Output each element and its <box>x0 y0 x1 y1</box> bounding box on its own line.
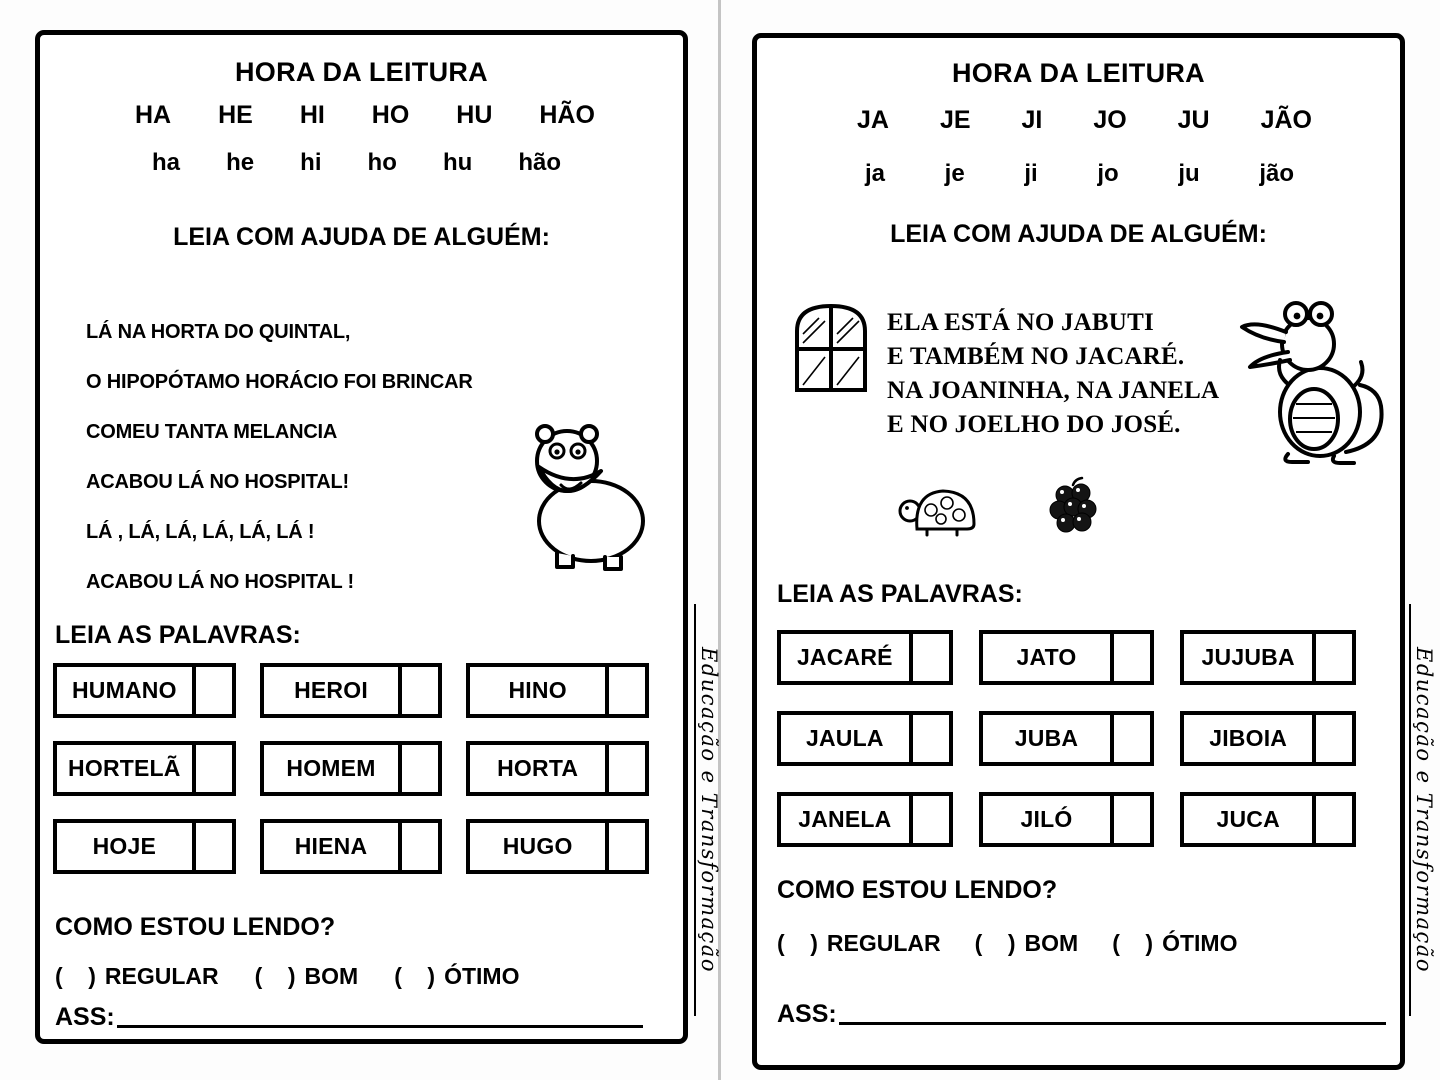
word-box <box>260 819 443 874</box>
word-label: JUBA <box>1014 725 1079 751</box>
poem-line: LÁ , LÁ, LÁ, LÁ, LÁ, LÁ ! <box>86 521 315 543</box>
word-label: JAULA <box>805 725 884 751</box>
poem-text <box>887 306 1219 442</box>
word-box <box>466 819 649 874</box>
poem-line: COMEU TANTA MELANCIA <box>86 421 338 443</box>
word-label: HORTA <box>497 755 579 781</box>
word-box <box>53 663 236 718</box>
syllable: hão <box>518 149 561 176</box>
word-label: HINO <box>508 677 567 703</box>
word-label: HOJE <box>92 833 157 859</box>
berries-illustration <box>1049 476 1097 534</box>
poem-line: LÁ NA HORTA DO QUINTAL, <box>86 321 351 343</box>
rating-option <box>1112 930 1237 957</box>
poem-line: NA JOANINHA, NA JANELA <box>887 377 1220 404</box>
syllable: jão <box>1259 160 1294 187</box>
syllable: HÃO <box>539 101 595 129</box>
rating-checkbox: ( ) <box>254 963 296 989</box>
word-box <box>979 711 1155 766</box>
word-checkbox <box>605 745 645 792</box>
word-box <box>1180 630 1356 685</box>
rating-option <box>55 963 219 990</box>
word-box <box>979 630 1155 685</box>
word-checkbox <box>192 745 232 792</box>
signature-label: ASS: <box>55 1003 115 1031</box>
rating-label: REGULAR <box>826 930 941 956</box>
reading-question: COMO ESTOU LENDO? <box>777 876 1058 904</box>
syllable: hi <box>300 149 322 176</box>
syllable: JO <box>1093 106 1127 134</box>
read-with-help-heading: LEIA COM AJUDA DE ALGUÉM: <box>173 223 550 251</box>
syllable: ja <box>865 160 886 187</box>
word-box <box>260 741 443 796</box>
syllable: jo <box>1097 160 1119 187</box>
crocodile-illustration <box>1230 292 1388 467</box>
word-checkbox <box>1110 715 1150 762</box>
word-checkbox <box>1312 715 1352 762</box>
word-label: JANELA <box>798 806 892 832</box>
read-words-heading: LEIA AS PALAVRAS: <box>55 621 301 649</box>
rating-options <box>55 963 519 990</box>
syllable: hu <box>442 149 473 176</box>
signature-line <box>839 1022 1386 1025</box>
syllable-row-uppercase <box>135 101 595 130</box>
word-label: HORTELÃ <box>68 755 181 781</box>
poem-line: E NO JOELHO DO JOSÉ. <box>887 411 1181 438</box>
read-words-heading: LEIA AS PALAVRAS: <box>777 580 1023 608</box>
word-box <box>53 741 236 796</box>
word-checkbox <box>398 745 438 792</box>
word-grid <box>777 630 1356 847</box>
word-checkbox <box>398 823 438 870</box>
word-label: HUMANO <box>71 677 177 703</box>
syllable: he <box>226 149 255 176</box>
syllable: HE <box>218 101 253 129</box>
window-illustration <box>790 298 872 394</box>
rating-checkbox: ( ) <box>974 930 1016 956</box>
word-checkbox <box>909 715 949 762</box>
word-checkbox <box>1312 634 1352 681</box>
poem-text <box>86 307 473 607</box>
syllable-row-lowercase <box>152 149 561 177</box>
rating-option <box>394 963 519 990</box>
rating-option <box>255 963 359 990</box>
rating-label: ÓTIMO <box>444 963 520 989</box>
signature-row <box>55 1003 643 1032</box>
reading-question: COMO ESTOU LENDO? <box>55 913 336 941</box>
word-label: HUGO <box>502 833 573 859</box>
syllable: je <box>944 160 965 187</box>
read-with-help-heading: LEIA COM AJUDA DE ALGUÉM: <box>890 220 1267 248</box>
word-label: HOMEM <box>286 755 376 781</box>
word-box <box>777 711 953 766</box>
syllable: HU <box>456 101 493 129</box>
page-title: HORA DA LEITURA <box>235 57 488 87</box>
rating-label: BOM <box>1024 930 1079 956</box>
rating-option <box>975 930 1079 957</box>
signature-label: ASS: <box>777 1000 837 1028</box>
signature-row <box>777 1000 1386 1029</box>
rating-label: ÓTIMO <box>1162 930 1238 956</box>
word-checkbox <box>192 667 232 714</box>
rating-option <box>777 930 941 957</box>
word-box <box>777 630 953 685</box>
syllable: JE <box>939 106 971 134</box>
word-box <box>777 792 953 847</box>
syllable: ha <box>152 149 181 176</box>
word-box <box>53 819 236 874</box>
word-checkbox <box>605 823 645 870</box>
worksheet-page-h <box>35 30 688 1044</box>
poem-line: ACABOU LÁ NO HOSPITAL ! <box>86 571 354 593</box>
word-grid <box>53 663 649 874</box>
signature-line <box>117 1025 643 1028</box>
word-box <box>1180 792 1356 847</box>
page-title: HORA DA LEITURA <box>952 58 1205 88</box>
poem-line: ELA ESTÁ NO JABUTI <box>887 309 1154 336</box>
rating-label: BOM <box>304 963 359 989</box>
word-checkbox <box>1110 634 1150 681</box>
poem-line: O HIPOPÓTAMO HORÁCIO FOI BRINCAR <box>86 371 473 393</box>
worksheet-page-j <box>752 33 1405 1070</box>
word-label: JUJUBA <box>1201 644 1295 670</box>
rating-options <box>777 930 1237 957</box>
word-checkbox <box>1312 796 1352 843</box>
word-box <box>260 663 443 718</box>
word-checkbox <box>398 667 438 714</box>
syllable-row-lowercase <box>865 160 1294 188</box>
word-label: HEROI <box>294 677 368 703</box>
credit-vertical-text: Educação e Transformação <box>1409 604 1436 1016</box>
rating-checkbox: ( ) <box>394 963 436 989</box>
word-checkbox <box>192 823 232 870</box>
word-box <box>466 663 649 718</box>
syllable: HI <box>299 101 325 129</box>
syllable: JA <box>857 106 889 134</box>
word-label: JATO <box>1016 644 1077 670</box>
word-box <box>979 792 1155 847</box>
word-checkbox <box>909 634 949 681</box>
syllable: ji <box>1024 160 1038 187</box>
word-box <box>1180 711 1356 766</box>
rating-checkbox: ( ) <box>55 963 96 989</box>
word-box <box>466 741 649 796</box>
poem-line: E TAMBÉM NO JACARÉ. <box>887 343 1185 370</box>
word-label: JUCA <box>1216 806 1280 832</box>
syllable: ju <box>1178 160 1200 187</box>
syllable: HO <box>371 101 410 129</box>
hippo-illustration <box>505 407 657 575</box>
syllable: HA <box>135 101 172 129</box>
syllable-row-uppercase <box>857 106 1312 135</box>
word-label: JACARÉ <box>796 644 893 670</box>
turtle-illustration <box>895 476 983 538</box>
poem-line: ACABOU LÁ NO HOSPITAL! <box>86 471 349 493</box>
rating-checkbox: ( ) <box>1112 930 1154 956</box>
syllable: JU <box>1177 106 1210 134</box>
word-checkbox <box>909 796 949 843</box>
syllable: JI <box>1021 106 1043 134</box>
word-checkbox <box>605 667 645 714</box>
syllable: ho <box>367 149 397 176</box>
word-label: HIENA <box>294 833 368 859</box>
syllable: JÃO <box>1260 106 1312 134</box>
word-checkbox <box>1110 796 1150 843</box>
word-label: JILÓ <box>1020 806 1073 832</box>
word-label: JIBOIA <box>1209 725 1288 751</box>
rating-checkbox: ( ) <box>777 930 818 956</box>
rating-label: REGULAR <box>104 963 219 989</box>
credit-vertical-text: Educação e Transformação <box>694 604 721 1016</box>
